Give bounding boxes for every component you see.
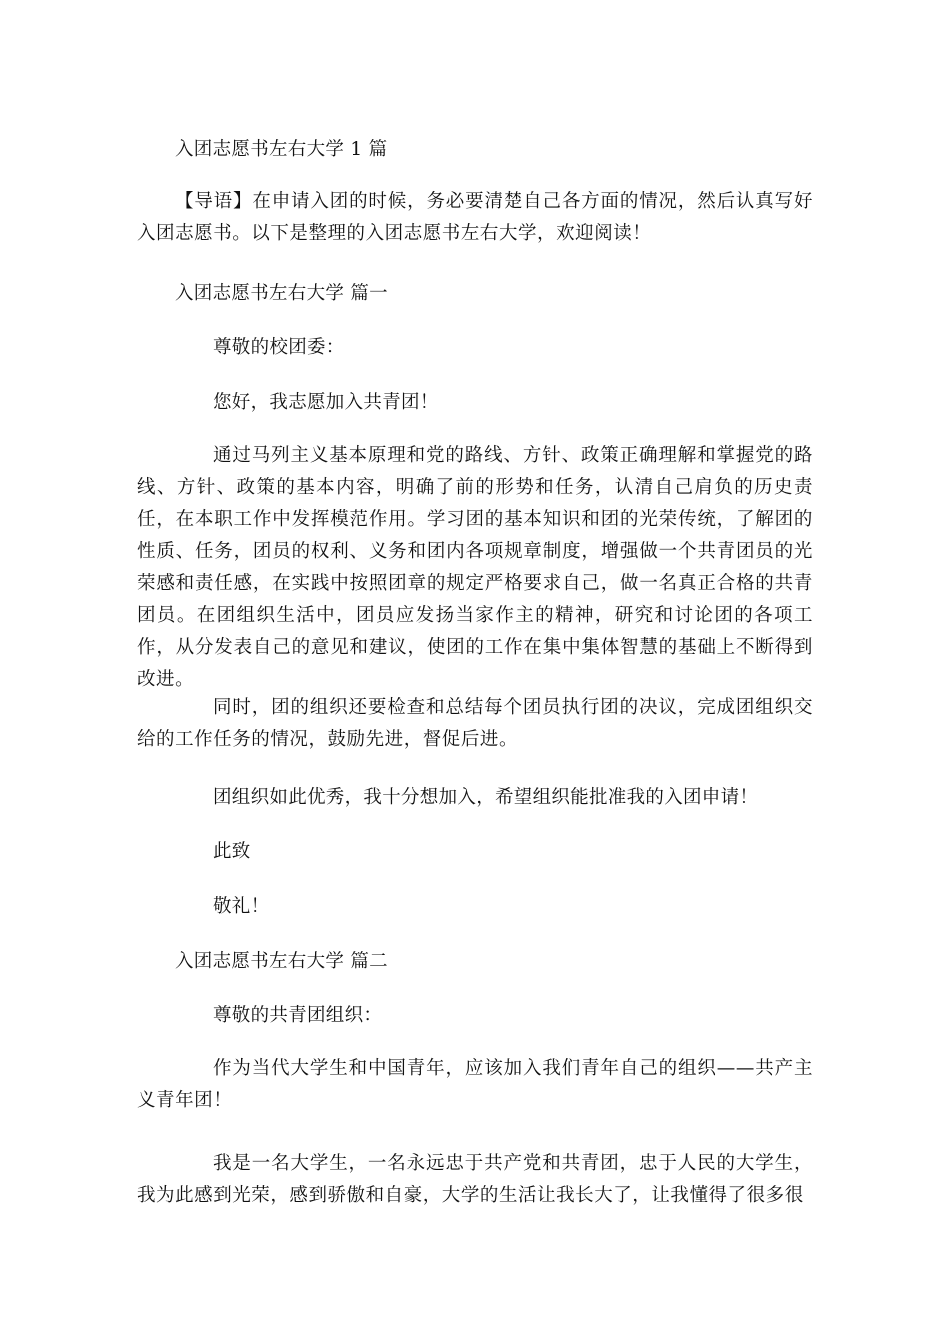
document-title: 入团志愿书左右大学 1 篇 [175,139,388,160]
letter2-heading: 入团志愿书左右大学 篇二 [175,951,388,972]
letter1-paragraph-1: 通过马列主义基本原理和党的路线、方针、政策正确理解和掌握党的路线、方针、政策的基本内容，明确了前的形势和任务，认清自己肩负的历史责任，在本职工作中发挥模范作用。学习团的基本知识和团的光荣传统，了解团的性质、任务，团员的权利、义务和团内各项规章制度，增强做一个共青团员的光荣感和责任感，在实践中按照团章的规定严格要求自己，做一名真正合格的共青团员。在团组织生活中，团员应发扬当家作主的精神，研究和讨论团的各项工作，从分发表自己的意见和建议，使团的工作在集中集体智慧的基础上不断得到改进。 [137,445,813,690]
letter2-paragraph-1: 作为当代大学生和中国青年，应该加入我们青年自己的组织——共产主义青年团！ [137,1058,813,1111]
letter1-closing-2: 敬礼！ [213,896,270,917]
letter1-closing-1: 此致 [213,841,251,862]
letter1-paragraph-3: 团组织如此优秀，我十分想加入，希望组织能批准我的入团申请！ [213,787,759,808]
letter1-paragraph-2: 同时，团的组织还要检查和总结每个团员执行团的决议，完成团组织交给的工作任务的情况，鼓励先进，督促后进。 [137,697,813,750]
intro-paragraph: 【导语】在申请入团的时候，务必要清楚自己各方面的情况，然后认真写好入团志愿书。以下是整理的入团志愿书左右大学，欢迎阅读！ [137,191,813,244]
letter2-paragraph-2: 我是一名大学生，一名永远忠于共产党和共青团，忠于人民的大学生，我为此感到光荣，感到骄傲和自豪，大学的生活让我长大了，让我懂得了很多很 [137,1153,813,1206]
letter1-salutation: 尊敬的校团委： [213,337,345,358]
letter2-salutation: 尊敬的共青团组织： [213,1005,383,1026]
letter1-heading: 入团志愿书左右大学 篇一 [175,283,388,304]
letter1-greeting: 您好，我志愿加入共青团！ [213,392,439,413]
